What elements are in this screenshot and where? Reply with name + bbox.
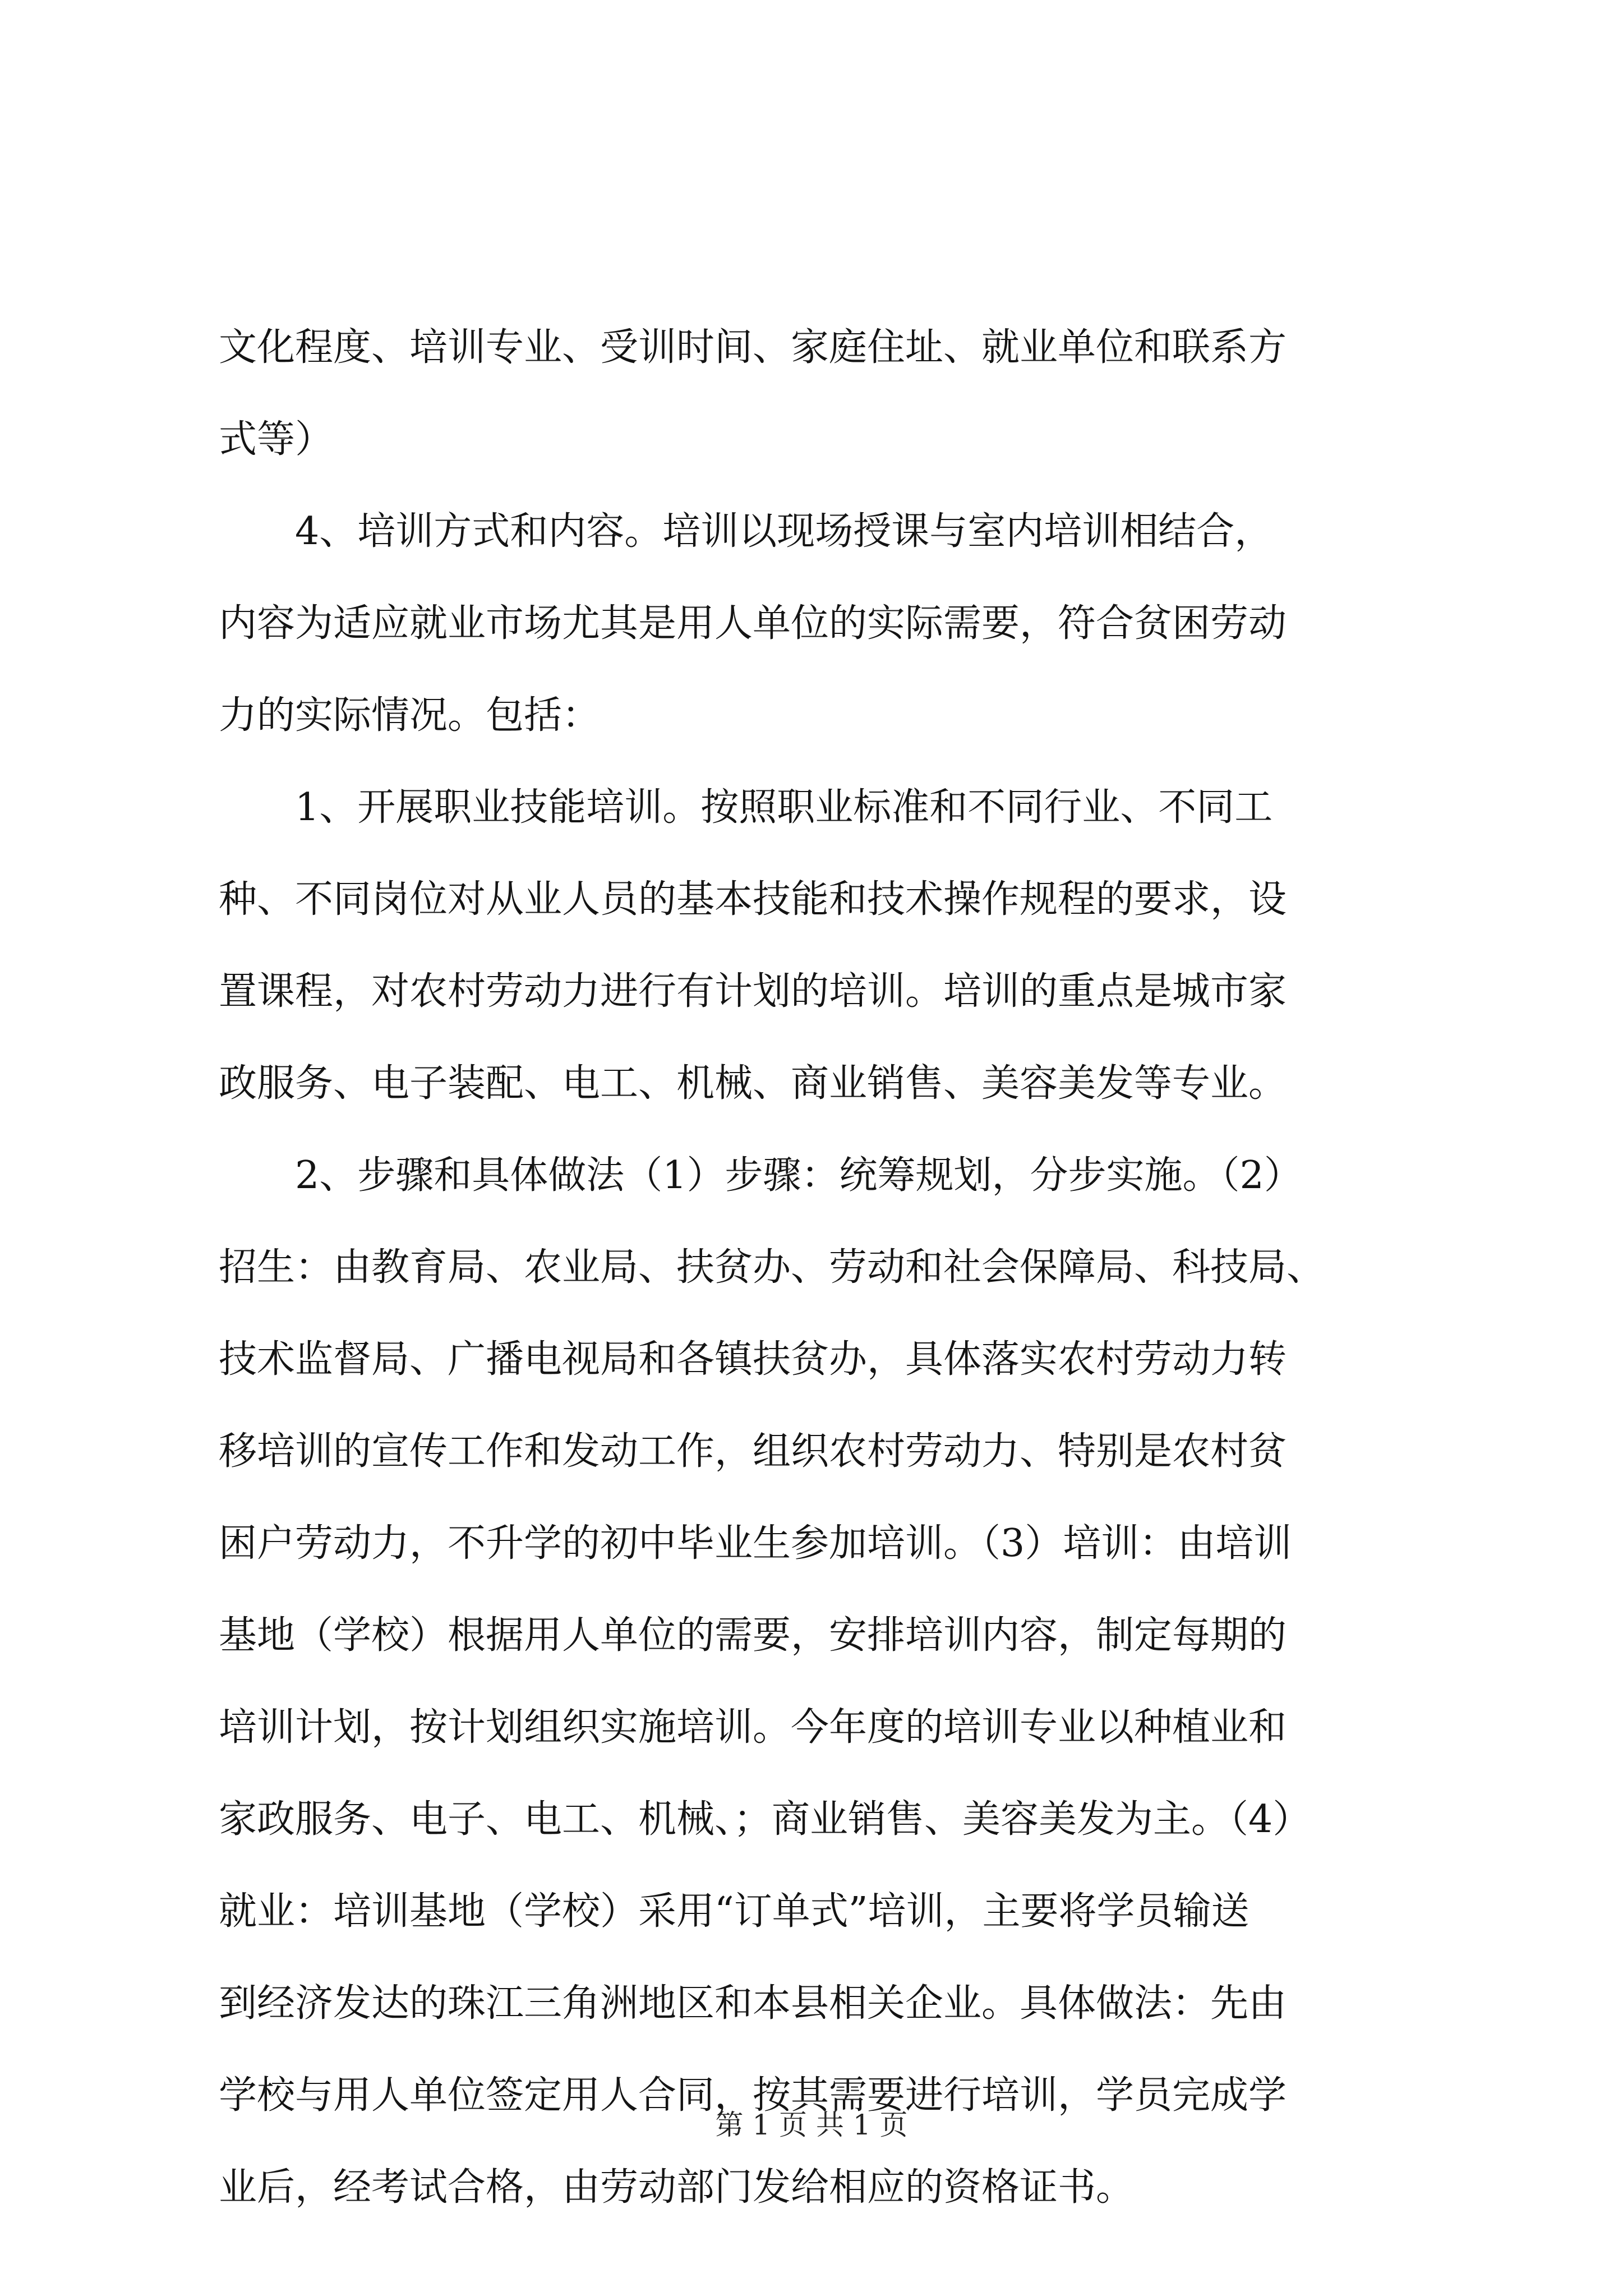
text-line: 技术监督局、广播电视局和各镇扶贫办，具体落实农村劳动力转: [219, 1337, 1287, 1382]
text-line: 内容为适应就业市场尤其是用人单位的实际需要，符合贫困劳动: [219, 601, 1287, 646]
page-footer: [0, 2102, 1623, 2143]
text-line: 学校与用人单位签定用人合同，按其需要进行培训，学员完成学: [219, 2073, 1287, 2118]
text-line: 政服务、电子装配、电工、机械、商业销售、美容美发等专业。: [219, 1061, 1287, 1106]
text-line: 4、培训方式和内容。培训以现场授课与室内培训相结合，: [219, 509, 1273, 554]
text-line: 招生：由教育局、农业局、扶贫办、劳动和社会保障局、科技局、: [219, 1245, 1325, 1290]
text-line: 到经济发达的珠江三角洲地区和本县相关企业。具体做法：先由: [219, 1981, 1287, 2026]
text-line: 2、步骤和具体做法（1）步骤：统筹规划，分步实施。（2）: [219, 1153, 1302, 1198]
text-line: 移培训的宣传工作和发动工作，组织农村劳动力、特别是农村贫: [219, 1429, 1287, 1474]
text-line: 基地（学校）根据用人单位的需要，安排培训内容，制定每期的: [219, 1613, 1287, 1658]
text-line: 1、开展职业技能培训。按照职业标准和不同行业、不同工: [219, 785, 1273, 830]
text-line: 培训计划，按计划组织实施培训。今年度的培训专业以种植业和: [219, 1705, 1287, 1750]
text-line: 式等）: [219, 417, 334, 462]
text-line: 困户劳动力，不升学的初中毕业生参加培训。（3）培训：由培训: [219, 1521, 1292, 1566]
page-number: 第 1 页 共 1 页: [715, 2109, 908, 2141]
body-text: [219, 302, 1430, 2234]
text-line: 种、不同岗位对从业人员的基本技能和技术操作规程的要求，设: [219, 877, 1287, 922]
text-line: 就业：培训基地（学校）采用“订单式”培训，主要将学员输送: [219, 1889, 1249, 1934]
text-line: 文化程度、培训专业、受训时间、家庭住址、就业单位和联系方: [219, 325, 1287, 370]
text-line: 业后，经考试合格，由劳动部门发给相应的资格证书。: [219, 2165, 1135, 2210]
text-line: 力的实际情况。包括：: [219, 693, 601, 738]
text-line: 置课程，对农村劳动力进行有计划的培训。培训的重点是城市家: [219, 969, 1287, 1014]
text-line: 家政服务、电子、电工、机械、；商业销售、美容美发为主。（4）: [219, 1797, 1311, 1842]
